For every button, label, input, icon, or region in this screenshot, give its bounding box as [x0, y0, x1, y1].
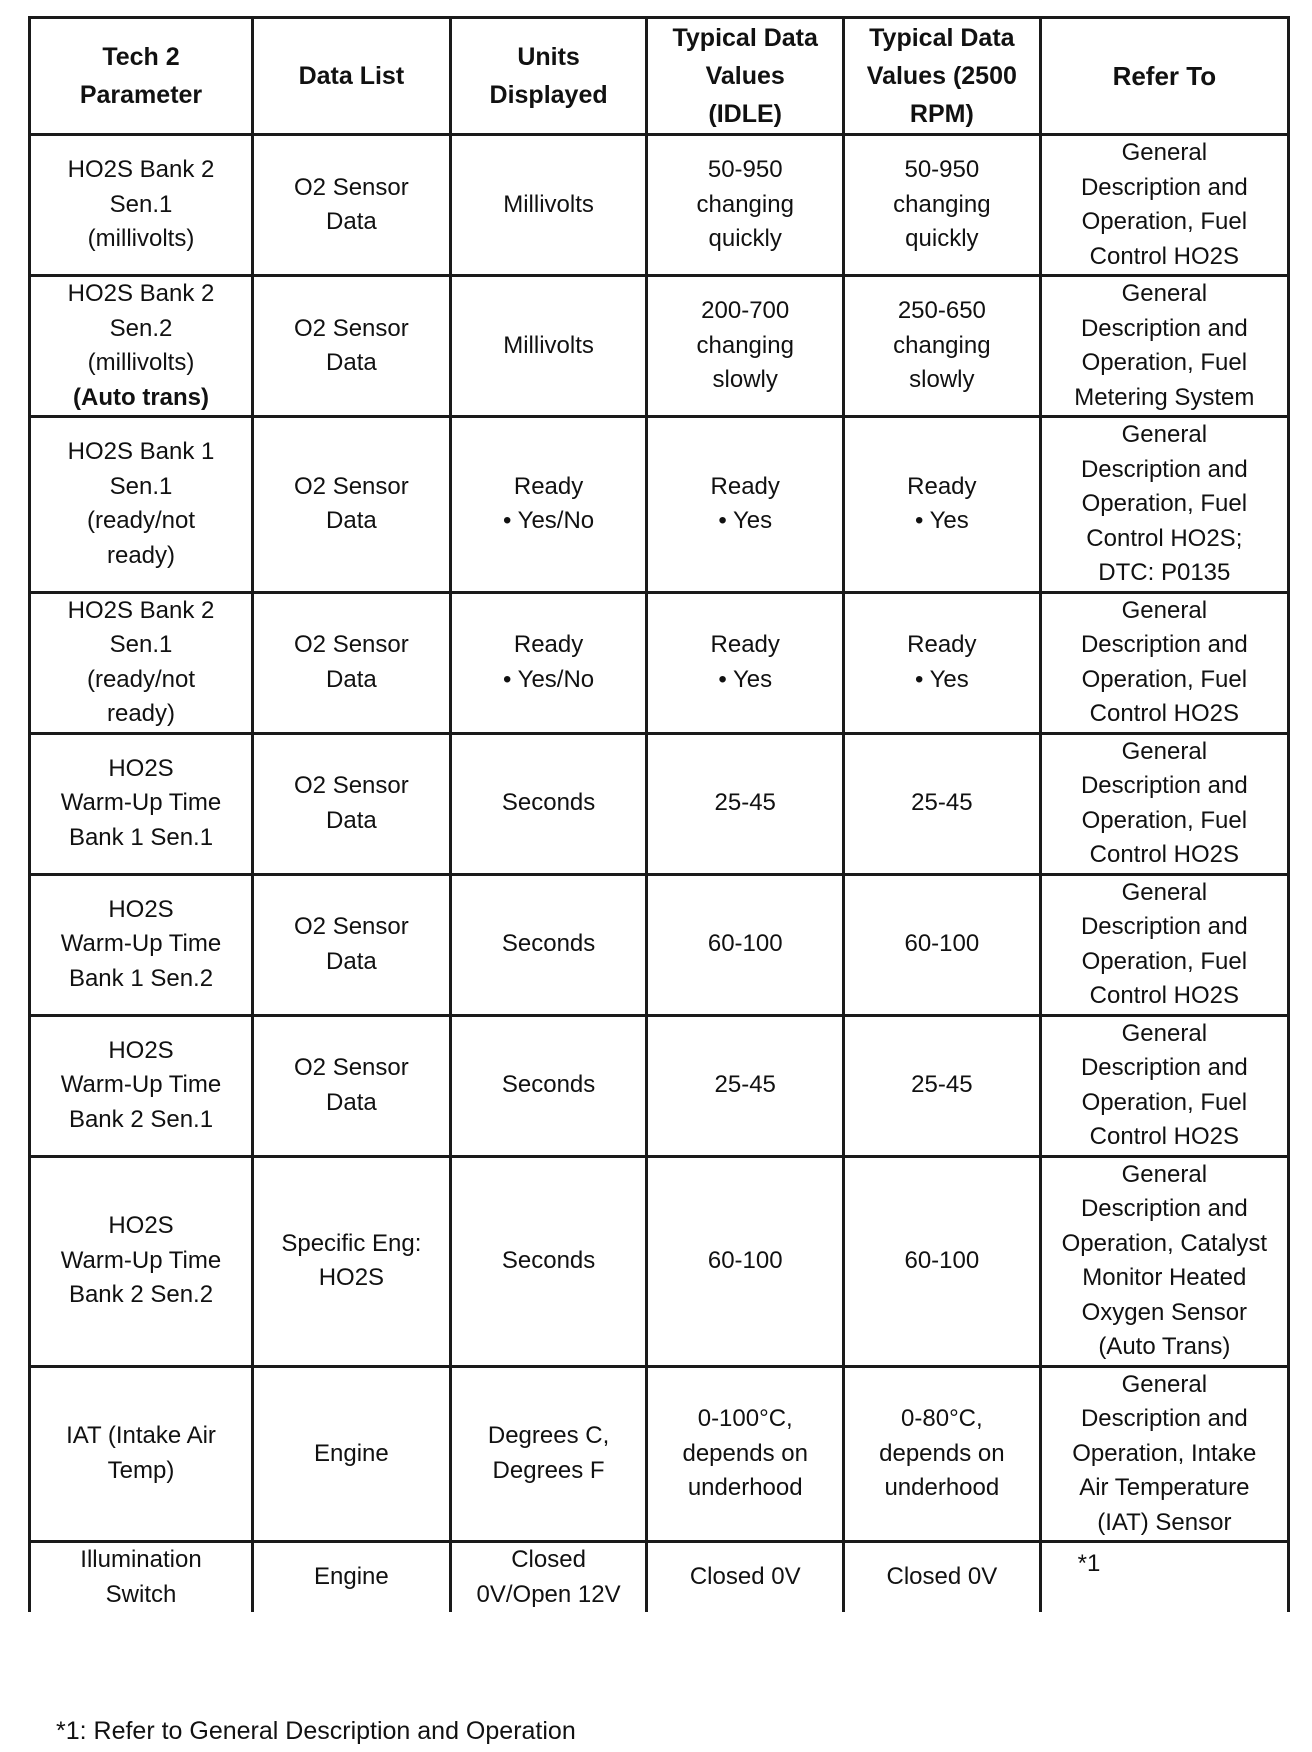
cell-line: 60-100 [904, 1246, 980, 1274]
cell-line: Sen.1 [109, 631, 173, 658]
cell-refer-to [1040, 417, 1288, 593]
header-data-list [253, 18, 451, 135]
cell-line: Millivolts [503, 190, 594, 218]
cell-line: Description and [1080, 1405, 1248, 1432]
header-line: Displayed [489, 81, 608, 109]
cell-line: General [1121, 737, 1208, 765]
cell-2500rpm-value [844, 874, 1041, 1015]
cell-line: Data [326, 507, 377, 535]
header-typical-idle [647, 18, 844, 135]
header-refer-to [1040, 18, 1288, 135]
cell-line: Data [326, 349, 377, 376]
cell-line: Monitor Heated [1082, 1264, 1247, 1291]
cell-line: O2 Sensor [294, 314, 409, 342]
cell-line: Operation, Fuel [1081, 208, 1248, 235]
cell-line: 0-100°C, [697, 1405, 793, 1432]
cell-line: DTC: P0135 [1098, 559, 1231, 586]
cell-refer-to [1040, 592, 1288, 733]
table-row [30, 1542, 1289, 1613]
cell-line: Closed 0V [689, 1563, 801, 1591]
cell-line: O2 Sensor [294, 173, 409, 201]
header-line: Typical Data [672, 24, 818, 52]
cell-line: changing [696, 331, 794, 359]
cell-2500rpm-value [844, 135, 1041, 276]
cell-line: 250-650 [897, 297, 986, 325]
cell-2500rpm-value [844, 733, 1041, 874]
cell-line-bold: (Auto trans) [73, 383, 209, 411]
cell-line: Degrees C, [487, 1422, 610, 1450]
cell-idle-value [647, 1015, 844, 1156]
cell-units [450, 733, 647, 874]
cell-line: depends on [682, 1439, 808, 1467]
cell-line: Air Temperature [1079, 1474, 1250, 1501]
cell-idle-value [647, 1156, 844, 1366]
cell-units [450, 1542, 647, 1613]
cell-parameter [30, 1542, 253, 1613]
cell-line: quickly [708, 225, 782, 253]
cell-line: Specific Eng: [281, 1229, 422, 1257]
header-line: Values (2500 [866, 62, 1017, 90]
cell-units [450, 1015, 647, 1156]
cell-line: General [1121, 596, 1208, 624]
cell-line: Operation, Fuel [1081, 349, 1248, 376]
table-body [30, 135, 1289, 1613]
cell-line: 200-700 [701, 297, 790, 325]
header-line: Typical Data [869, 24, 1015, 52]
table-row [30, 733, 1289, 874]
cell-line: Data [326, 806, 377, 834]
cell-line: HO2S Bank 2 [67, 280, 215, 307]
footnote: *1: Refer to General Description and Operation [56, 1717, 576, 1745]
cell-line: 25-45 [714, 789, 776, 817]
cell-line: IAT (Intake Air [66, 1422, 216, 1450]
cell-parameter [30, 1156, 253, 1366]
cell-parameter [30, 1366, 253, 1542]
cell-line: Sen.1 [109, 472, 173, 500]
table-row [30, 1015, 1289, 1156]
cell-line: Bank 1 Sen.2 [68, 964, 214, 992]
cell-line: Closed [511, 1546, 586, 1573]
cell-line: Operation, Fuel [1081, 806, 1248, 834]
cell-idle-value [647, 592, 844, 733]
cell-line: Control HO2S [1089, 242, 1240, 270]
cell-idle-value [647, 1366, 844, 1542]
cell-line: 25-45 [911, 1071, 973, 1099]
cell-idle-value [647, 417, 844, 593]
cell-line: Control HO2S; [1086, 524, 1243, 552]
cell-line: 50-950 [707, 156, 783, 184]
cell-line: General [1121, 280, 1208, 307]
cell-data-list [253, 135, 451, 276]
cell-2500rpm-value [844, 592, 1041, 733]
cell-line: Data [326, 208, 377, 235]
cell-line: O2 Sensor [294, 913, 409, 940]
cell-line: Degrees F [492, 1456, 605, 1484]
cell-line: Description and [1080, 1195, 1248, 1222]
cell-parameter [30, 733, 253, 874]
cell-line: slowly [909, 366, 975, 394]
cell-line: Illumination [80, 1546, 202, 1573]
cell-line: Description and [1080, 455, 1248, 483]
cell-line: O2 Sensor [294, 772, 409, 799]
cell-2500rpm-value [844, 276, 1041, 417]
cell-line: • Yes/No [503, 665, 595, 693]
cell-refer-to [1040, 733, 1288, 874]
cell-line: General [1121, 878, 1208, 906]
cell-line: Switch [105, 1580, 177, 1608]
cell-line: underhood [884, 1474, 1000, 1501]
cell-line: changing [696, 190, 794, 218]
header-line: Tech 2 [102, 43, 180, 71]
cell-line: HO2S [318, 1264, 385, 1291]
cell-line: Description and [1080, 913, 1248, 940]
cell-line: Operation, Fuel [1081, 1088, 1248, 1116]
cell-line: General [1121, 139, 1208, 166]
table-row [30, 1156, 1289, 1366]
cell-line: Description and [1080, 314, 1248, 342]
cell-line: HO2S [108, 1212, 174, 1240]
cell-line: O2 Sensor [294, 631, 409, 658]
cell-line: HO2S Bank 2 [67, 596, 215, 624]
cell-refer-to [1040, 1542, 1288, 1613]
cell-line: Control HO2S [1089, 841, 1240, 868]
cell-refer-to [1040, 135, 1288, 276]
cell-refer-to [1040, 1015, 1288, 1156]
cell-units [450, 874, 647, 1015]
table-row [30, 417, 1289, 593]
cell-line: Operation, Fuel [1081, 665, 1248, 693]
cell-data-list [253, 874, 451, 1015]
cell-line: (Auto Trans) [1098, 1333, 1231, 1360]
cell-line: Data [326, 665, 377, 693]
cell-data-list [253, 1015, 451, 1156]
cell-line: 60-100 [904, 930, 980, 958]
header-line: RPM) [909, 100, 974, 128]
cell-parameter [30, 417, 253, 593]
cell-line: Sen.2 [109, 314, 173, 342]
cell-idle-value [647, 1542, 844, 1613]
cell-data-list [253, 417, 451, 593]
cell-line: Bank 2 Sen.1 [68, 1105, 214, 1133]
cell-data-list [253, 1366, 451, 1542]
cell-line: changing [893, 190, 991, 218]
cell-line: Data [326, 1088, 377, 1116]
cell-line: (ready/not [86, 665, 196, 693]
cell-line: slowly [712, 366, 778, 394]
cell-line: HO2S [108, 895, 174, 923]
cell-line: Bank 1 Sen.1 [68, 823, 214, 851]
cell-parameter [30, 592, 253, 733]
cell-idle-value [647, 135, 844, 276]
cell-line: HO2S [108, 1036, 174, 1064]
cell-line: *1 [1077, 1550, 1101, 1577]
cell-line: Seconds [501, 1071, 596, 1099]
cell-2500rpm-value [844, 1156, 1041, 1366]
cell-refer-to [1040, 276, 1288, 417]
data-table [28, 16, 1290, 1612]
cell-line: Engine [314, 1439, 389, 1467]
cell-line: quickly [905, 225, 979, 253]
header-typical-2500rpm [844, 18, 1041, 135]
cell-line: HO2S Bank 2 [67, 156, 215, 184]
cell-line: General [1121, 421, 1208, 448]
cell-line: Warm-Up Time [60, 930, 222, 958]
cell-line: 50-950 [904, 156, 980, 184]
cell-data-list [253, 733, 451, 874]
cell-line: Operation, Catalyst [1061, 1229, 1268, 1257]
cell-line: (IAT) Sensor [1097, 1508, 1232, 1536]
cell-line: HO2S [108, 754, 174, 782]
cell-line: Ready [907, 472, 977, 500]
header-line: Refer To [1112, 61, 1217, 91]
cell-line: O2 Sensor [294, 472, 409, 500]
cell-line: Ready [907, 631, 977, 658]
table-row [30, 1366, 1289, 1542]
cell-parameter [30, 276, 253, 417]
cell-parameter [30, 1015, 253, 1156]
header-units-displayed [450, 18, 647, 135]
cell-line: 25-45 [714, 1071, 776, 1099]
cell-line: General [1121, 1019, 1208, 1047]
cell-line: • Yes/No [503, 507, 595, 535]
cell-line: Ready [513, 472, 584, 500]
cell-line: 60-100 [707, 1246, 783, 1274]
cell-2500rpm-value [844, 1542, 1041, 1613]
cell-line: Operation, Intake [1072, 1439, 1257, 1467]
cell-line: General [1121, 1160, 1208, 1188]
cell-refer-to [1040, 1156, 1288, 1366]
cell-units [450, 592, 647, 733]
cell-line: Millivolts [503, 331, 594, 359]
cell-parameter [30, 874, 253, 1015]
cell-line: Bank 2 Sen.2 [68, 1281, 214, 1309]
cell-line: Ready [710, 631, 780, 658]
header-line: (IDLE) [708, 100, 783, 128]
cell-line: Ready [710, 472, 780, 500]
cell-line: General [1121, 1370, 1208, 1398]
cell-line: HO2S Bank 1 [67, 438, 215, 466]
cell-2500rpm-value [844, 417, 1041, 593]
cell-line: (millivolts) [87, 349, 195, 376]
cell-idle-value [647, 276, 844, 417]
cell-line: Warm-Up Time [60, 1071, 222, 1099]
cell-line: Temp) [107, 1456, 175, 1484]
cell-line: Description and [1080, 173, 1248, 201]
cell-line: Control HO2S [1089, 700, 1240, 727]
cell-data-list [253, 1156, 451, 1366]
cell-line: • Yes [718, 665, 773, 693]
cell-line: Seconds [501, 789, 596, 817]
cell-line: 60-100 [707, 930, 783, 958]
cell-line: Control HO2S [1089, 982, 1240, 1009]
cell-line: Seconds [501, 1246, 596, 1274]
header-line: Units [517, 43, 580, 71]
cell-line: Warm-Up Time [60, 1246, 222, 1274]
cell-data-list [253, 276, 451, 417]
cell-line: 0V/Open 12V [476, 1580, 621, 1608]
table-row [30, 276, 1289, 417]
cell-line: ready) [106, 541, 176, 569]
cell-line: • Yes [914, 665, 969, 693]
cell-2500rpm-value [844, 1366, 1041, 1542]
cell-units [450, 276, 647, 417]
cell-line: depends on [879, 1439, 1005, 1467]
cell-line: ready) [106, 700, 176, 727]
cell-refer-to [1040, 874, 1288, 1015]
cell-line: Description and [1080, 1054, 1248, 1081]
cell-idle-value [647, 874, 844, 1015]
cell-line: (millivolts) [87, 225, 195, 253]
cell-units [450, 1366, 647, 1542]
cell-line: Description and [1080, 772, 1248, 799]
cell-line: Operation, Fuel [1081, 947, 1248, 975]
cell-parameter [30, 135, 253, 276]
cell-line: Operation, Fuel [1081, 490, 1248, 517]
cell-line: Metering System [1074, 383, 1255, 411]
cell-line: Description and [1080, 631, 1248, 658]
cell-line: O2 Sensor [294, 1054, 409, 1081]
header-line: Values [705, 62, 785, 90]
cell-line: Data [326, 947, 377, 975]
cell-units [450, 417, 647, 593]
cell-line: Control HO2S [1089, 1123, 1240, 1150]
cell-line: Closed 0V [886, 1563, 998, 1591]
cell-line: Oxygen Sensor [1081, 1298, 1248, 1326]
table-row [30, 135, 1289, 276]
cell-line: Warm-Up Time [60, 789, 222, 817]
table-row [30, 592, 1289, 733]
cell-idle-value [647, 733, 844, 874]
cell-line: (ready/not [86, 507, 196, 535]
cell-line: • Yes [718, 507, 773, 535]
cell-line: Engine [314, 1563, 389, 1591]
cell-units [450, 1156, 647, 1366]
header-line: Parameter [79, 81, 203, 109]
header-line: Data List [298, 62, 405, 90]
cell-line: underhood [687, 1474, 803, 1501]
cell-data-list [253, 1542, 451, 1613]
cell-line: 0-80°C, [901, 1405, 983, 1432]
cell-line: 25-45 [911, 789, 973, 817]
cell-line: changing [893, 331, 991, 359]
cell-line: • Yes [914, 507, 969, 535]
cell-2500rpm-value [844, 1015, 1041, 1156]
cell-refer-to [1040, 1366, 1288, 1542]
cell-units [450, 135, 647, 276]
cell-line: Ready [513, 631, 584, 658]
header-tech2-parameter [30, 18, 253, 135]
cell-line: Seconds [501, 930, 596, 958]
table-row [30, 874, 1289, 1015]
cell-line: Sen.1 [109, 190, 173, 218]
table-header-row [30, 18, 1289, 135]
cell-data-list [253, 592, 451, 733]
